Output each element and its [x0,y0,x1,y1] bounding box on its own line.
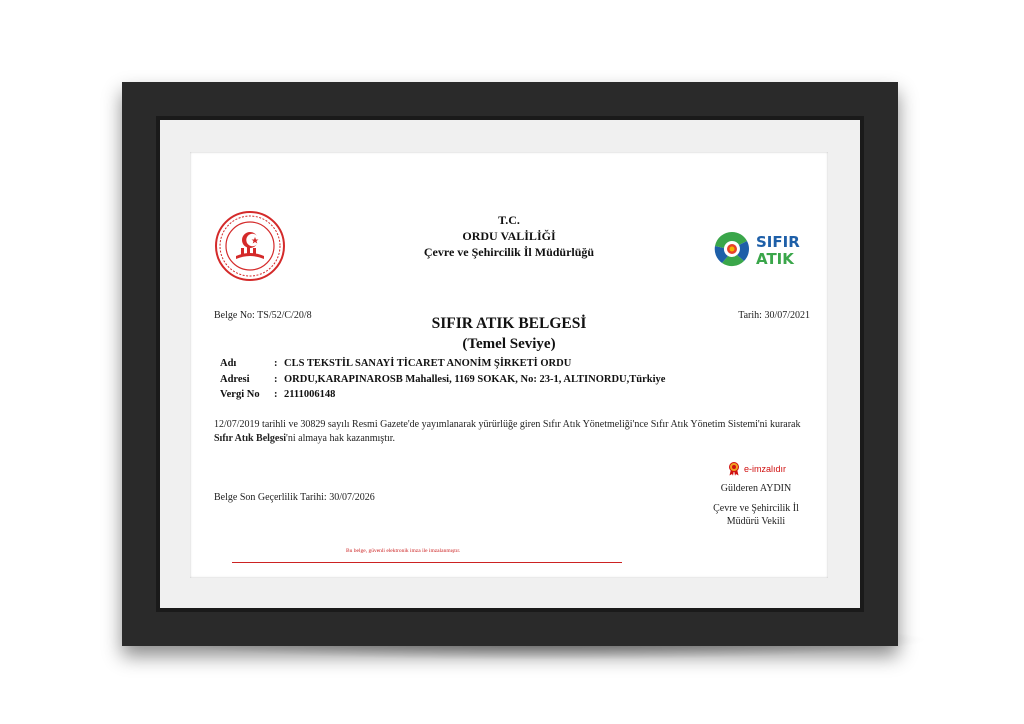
signer-title-line-1: Çevre ve Şehircilik İl [713,503,799,514]
body-text-part-1: 12/07/2019 tarihli ve 30829 sayılı Resmi Gazete'de yayımlanarak yürürlüğe giren Sıfır Atık Yönetmeliği'nce Sıfır Atık Yönetim Sistemi'ni kurarak [214,419,801,430]
field-colon: : [274,358,278,369]
zero-waste-logo-icon [712,224,812,274]
e-signature-footer-note: Bu belge, güvenli elektronik imza ile imzalanmıştır. [346,548,461,554]
header-line-2: ORDU VALİLİĞİ [462,229,556,243]
field-row-name [220,356,665,372]
certificate-body [214,418,814,446]
document-number: Belge No: TS/52/C/20/8 [214,310,312,321]
body-text-part-2: 'ni almaya hak kazanmıştır. [286,433,396,444]
field-colon: : [274,389,278,400]
certificate [190,152,828,578]
field-value: 2111006148 [284,389,336,400]
signer-title-line-2: Müdürü Vekili [726,516,786,527]
ministry-seal-icon [214,210,286,282]
field-label: Adresi [220,373,250,385]
certificate-subtitle: (Temel Seviye) [462,336,556,352]
validity-date: Belge Son Geçerlilik Tarihi: 30/07/2026 [214,492,375,503]
e-signature-badge [728,462,786,476]
company-details [220,356,665,403]
field-row-tax-no [220,387,665,403]
signer-name: Gülderen AYDIN [720,483,792,494]
field-value: CLS TEKSTİL SANAYİ TİCARET ANONİM ŞİRKETİ ORDU [284,358,572,369]
body-text-bold: Sıfır Atık Belgesi [214,433,287,444]
picture-frame [122,82,898,646]
field-label: Vergi No [220,389,260,400]
e-signature-label: e-imzalıdır [744,464,787,474]
field-row-address [220,372,665,388]
logo-text-line-1: SIFIR [756,233,800,251]
field-label: Adı [220,358,237,369]
signatory [700,482,812,528]
field-colon: : [274,373,278,385]
frame-mat [160,120,860,608]
header-line-3: Çevre ve Şehircilik İl Müdürlüğü [423,245,595,259]
field-value: ORDU,KARAPINAROSB Mahallesi, 1169 SOKAK, No: 23-1, ALTINORDU,Türkiye [284,373,666,385]
document-date: Tarih: 30/07/2021 [738,310,810,321]
footer-divider [232,562,622,563]
award-ribbon-icon [728,462,740,476]
logo-text-line-2: ATIK [756,250,794,268]
header-line-1: T.C. [498,213,520,227]
certificate-title: SIFIR ATIK BELGESİ [431,315,587,332]
issuer-header [350,212,668,260]
